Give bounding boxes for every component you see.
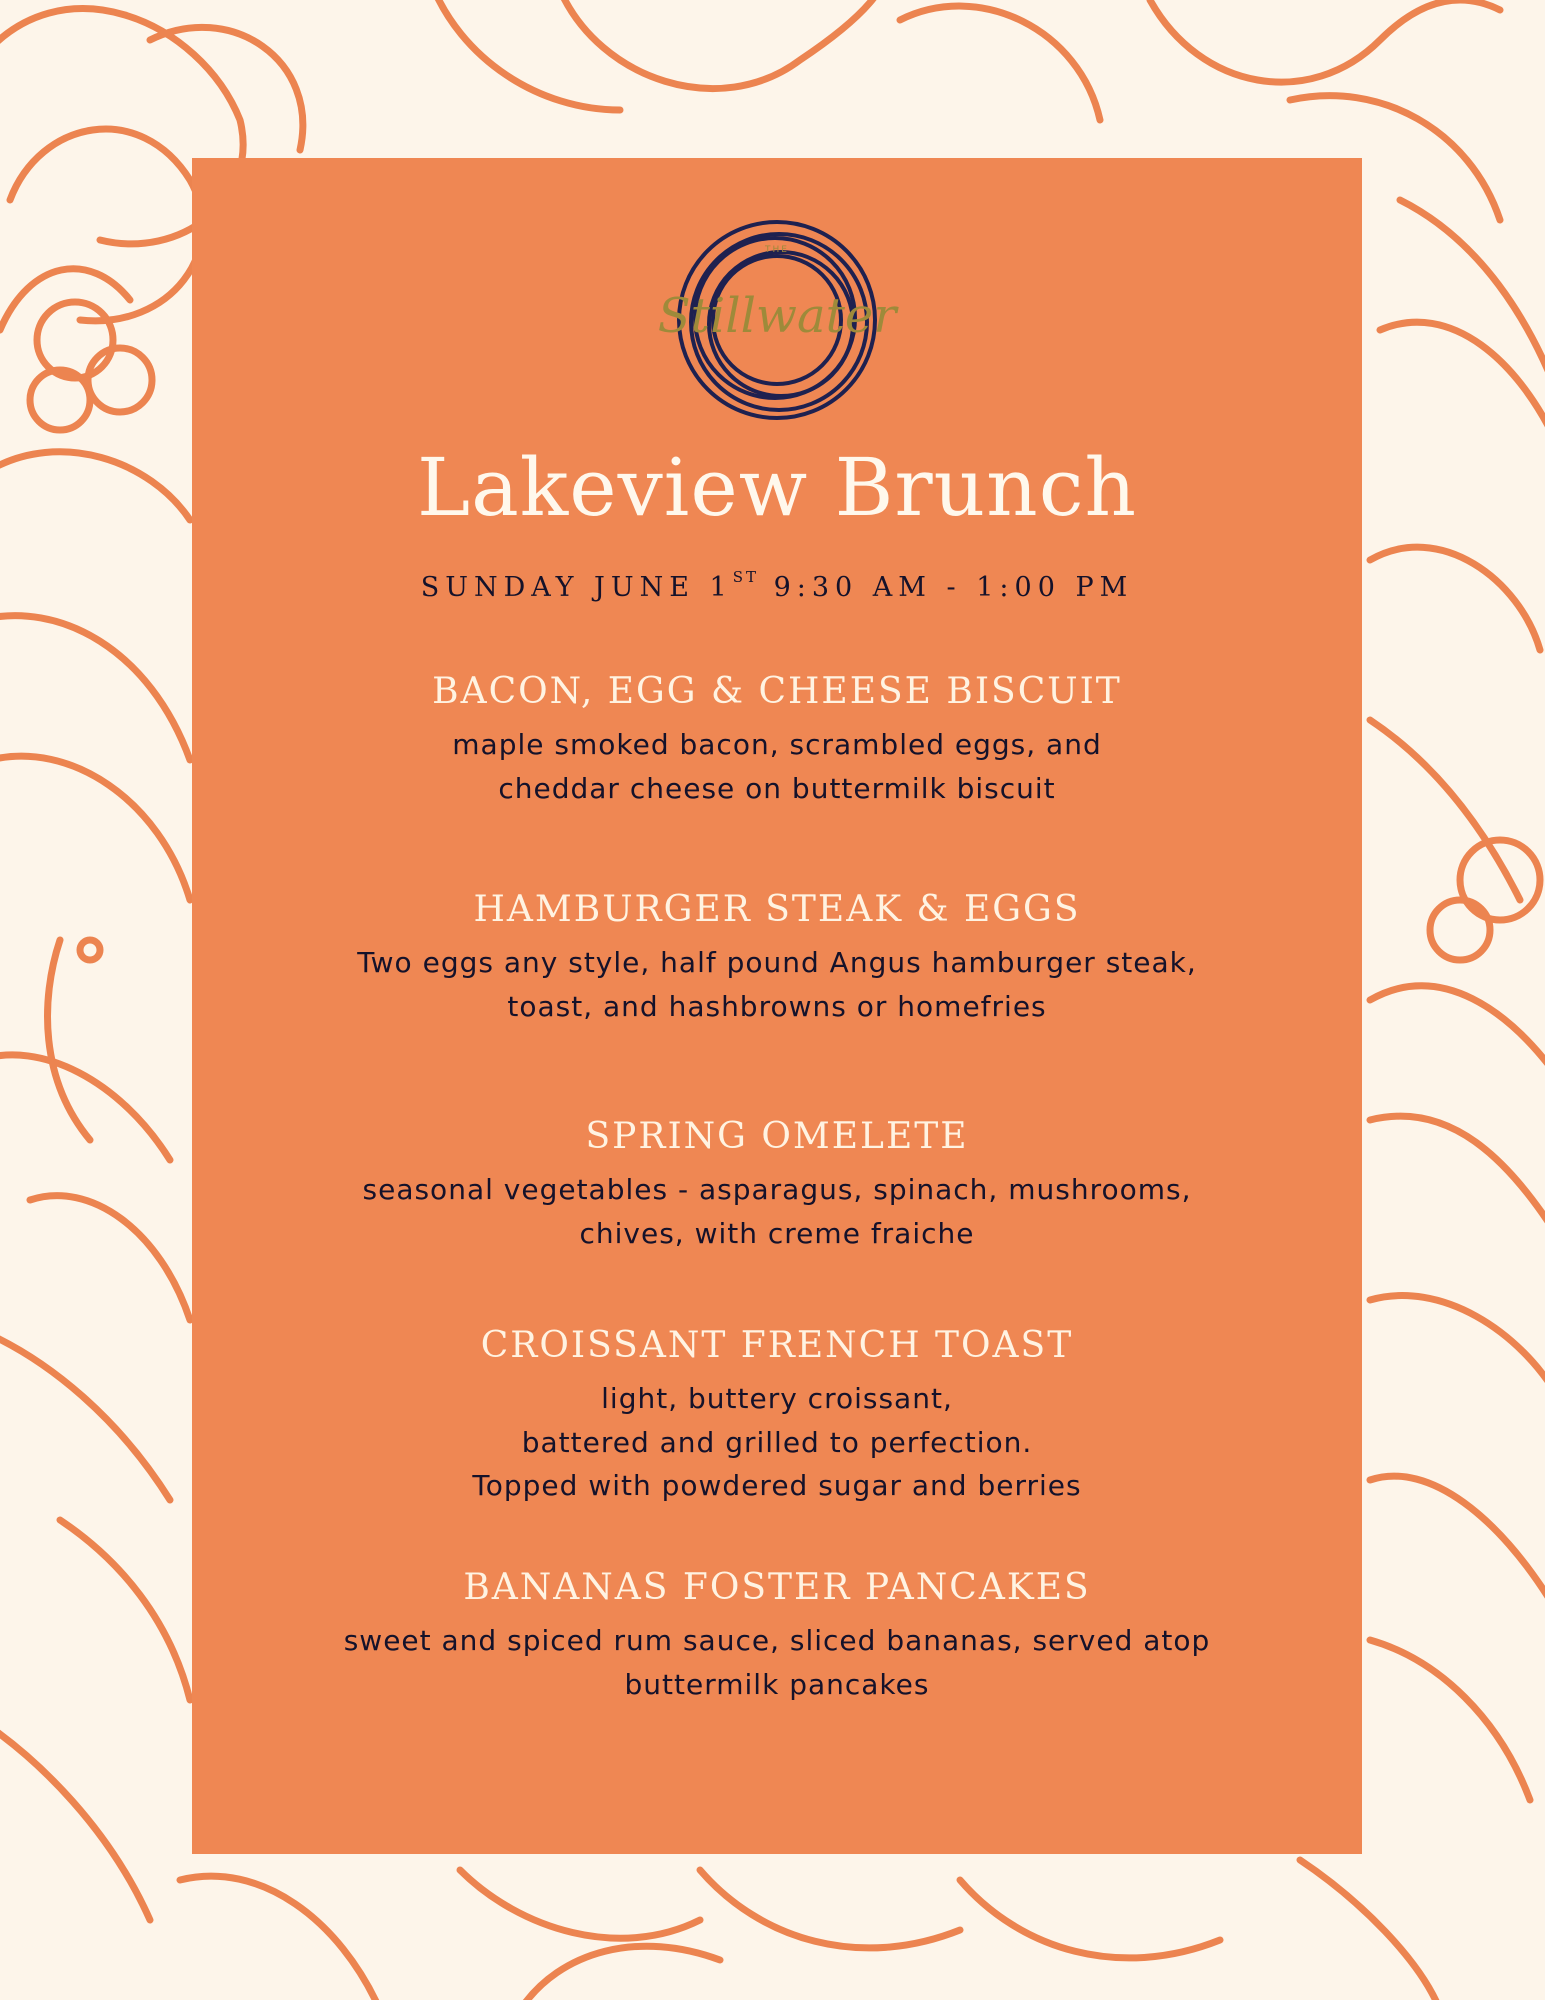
description-line: seasonal vegetables - asparagus, spinach, mushrooms,	[362, 1173, 1192, 1207]
menu-item	[192, 1566, 1362, 1706]
menu-item-name: HAMBURGER STEAK & EGGS	[473, 889, 1081, 930]
description-line: cheddar cheese on buttermilk biscuit	[498, 771, 1056, 805]
menu-item-name: BACON, EGG & CHEESE BISCUIT	[432, 671, 1122, 712]
description-line: Two eggs any style, half pound Angus hamburger steak,	[357, 946, 1197, 980]
menu-item	[192, 670, 1362, 810]
menu-item	[192, 1115, 1362, 1255]
menu-item	[192, 888, 1362, 1028]
event-date-time	[192, 570, 1362, 601]
logo-small-text: THE	[765, 245, 789, 255]
description-line: chives, with creme fraiche	[579, 1216, 975, 1250]
stillwater-logo	[637, 210, 917, 430]
description-line: sweet and spiced rum sauce, sliced bananas, served atop	[343, 1624, 1211, 1658]
menu-item-description	[192, 941, 1362, 1028]
menu-item-name: SPRING OMELETE	[585, 1116, 969, 1157]
logo-script-text: Stillwater	[657, 288, 897, 344]
description-line: light, buttery croissant,	[601, 1382, 953, 1416]
menu-item-description	[192, 1377, 1362, 1507]
menu-title: Lakeview Brunch	[416, 441, 1138, 534]
menu-item-name: CROISSANT FRENCH TOAST	[480, 1325, 1074, 1366]
description-line: buttermilk pancakes	[624, 1667, 930, 1701]
description-line: maple smoked bacon, scrambled eggs, and	[452, 728, 1102, 762]
event-time: 9:30 AM - 1:00 PM	[773, 572, 1134, 603]
description-line: Topped with powdered sugar and berries	[472, 1468, 1082, 1502]
description-line: toast, and hashbrowns or homefries	[507, 989, 1047, 1023]
event-date: SUNDAY JUNE 1	[420, 572, 733, 603]
menu-item-name: BANANAS FOSTER PANCAKES	[463, 1567, 1091, 1608]
menu-item-description	[192, 1619, 1362, 1706]
menu-item	[192, 1324, 1362, 1507]
date-suffix: ST	[732, 568, 759, 586]
menu-card	[192, 158, 1362, 1854]
description-line: battered and grilled to perfection.	[521, 1425, 1033, 1459]
menu-item-description	[192, 1168, 1362, 1255]
menu-item-description	[192, 723, 1362, 810]
